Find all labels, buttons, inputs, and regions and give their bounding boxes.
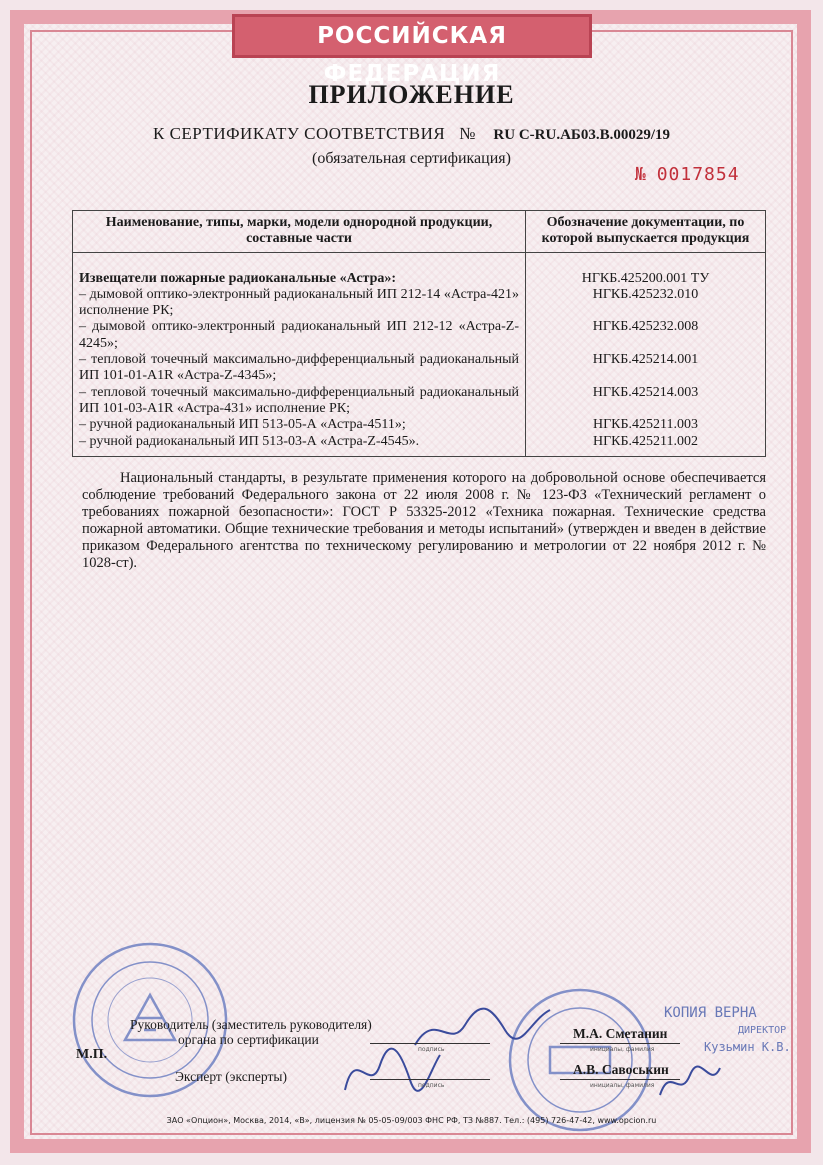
seal-place-label: М.П.	[76, 1047, 108, 1062]
serial-prefix: №	[635, 164, 646, 185]
product-group-title: Извещатели пожарные радиоканальные «Астра»:	[79, 270, 397, 286]
serial-number	[635, 164, 740, 185]
mandatory-note: (обязательная сертификация)	[312, 150, 511, 167]
expert-name: А.В. Савоськин	[573, 1062, 669, 1077]
product-item: – тепловой точечный максимально-дифференциальный радиоканальный ИП 101-01-А1R «Астра-Z-4345»;	[79, 352, 519, 384]
expert-signature-line	[370, 1079, 490, 1080]
printer-footer: ЗАО «Опцион», Москва, 2014, «В», лицензия № 05-05-09/003 ФНС РФ, ТЗ №887. Тел.: (495) 726-47-42, www.opcion.ru	[166, 1116, 657, 1125]
standards-paragraph: Национальный стандарты, в результате применения которого на добровольной основе обеспечивается соблюдение требований Федерального закона от 22 июля 2008 г. № 123-ФЗ «Технический регламент о требованиях пожарной безопасности»: ГОСТ Р 53325-2012 «Техника пожарная. Технические средства пожарной автоматики. Общие технические требования и методы испытаний» (утвержден и введен в действие приказом Федерального агентства по техническому регулированию и метрологии от 22 ноября 2012 г. № 1028-ст).	[82, 470, 766, 571]
expert-name-line	[560, 1079, 680, 1080]
head-role-line2: органа по сертификации	[178, 1032, 319, 1047]
doc-code: НГКБ.425200.001 ТУ	[581, 270, 710, 286]
table-row	[73, 252, 766, 456]
certificate-reference	[0, 124, 823, 144]
country-banner: РОССИЙСКАЯ ФЕДЕРАЦИЯ	[232, 14, 592, 58]
number-sign: №	[459, 124, 476, 143]
doc-code: НГКБ.425232.010	[592, 286, 699, 302]
certificate-label: К СЕРТИФИКАТУ СООТВЕТСТВИЯ	[152, 124, 446, 143]
document-title: ПРИЛОЖЕНИЕ	[308, 80, 515, 109]
expert-role: Эксперт (эксперты)	[175, 1069, 287, 1084]
head-signature-line	[370, 1043, 490, 1044]
doc-code: НГКБ.425211.002	[592, 433, 699, 449]
doc-code: НГКБ.425214.003	[592, 384, 699, 400]
doc-code: НГКБ.425214.001	[592, 352, 699, 368]
copy-stamp-line2: ДИРЕКТОР	[738, 1025, 787, 1036]
header-products: Наименование, типы, марки, модели однородной продукции, составные части	[73, 211, 526, 253]
products-cell	[73, 252, 526, 456]
copy-stamp-line1: КОПИЯ ВЕРНА	[664, 1005, 757, 1021]
product-item: – дымовой оптико-электронный радиоканальный ИП 212-14 «Астра-421» исполнение РК;	[79, 286, 519, 319]
doc-code: НГКБ.425232.008	[592, 319, 699, 335]
header-documentation: Обозначение документации, по которой выпускается продукция	[526, 211, 766, 253]
certificate-number: RU C-RU.АБ03.В.00029/19	[493, 127, 671, 143]
expert-signature-caption: подпись	[418, 1082, 445, 1089]
head-name: М.А. Сметанин	[573, 1026, 668, 1041]
copy-stamp-line3: Кузьмин К.В.	[704, 1040, 791, 1054]
docs-cell	[526, 252, 766, 456]
product-item: – ручной радиоканальный ИП 513-05-А «Астра-4511»;	[79, 417, 406, 433]
product-item: – дымовой оптико-электронный радиоканальный ИП 212-12 «Астра-Z-4245»;	[79, 319, 519, 351]
head-name-line	[560, 1043, 680, 1044]
serial-value: 0017854	[656, 164, 740, 185]
head-name-caption: инициалы, фамилия	[590, 1046, 655, 1053]
head-role-line1: Руководитель (заместитель руководителя)	[130, 1017, 372, 1032]
doc-code: НГКБ.425211.003	[592, 417, 699, 433]
expert-name-caption: инициалы, фамилия	[590, 1082, 655, 1089]
product-item: – ручной радиоканальный ИП 513-03-А «Астра-Z-4545».	[79, 433, 420, 449]
product-item: – тепловой точечный максимально-дифференциальный радиоканальный ИП 101-03-А1R «Астра-431» исполнение РК;	[79, 384, 519, 416]
head-signature-caption: подпись	[418, 1046, 445, 1053]
products-table	[72, 210, 766, 457]
table-header-row	[73, 211, 766, 253]
